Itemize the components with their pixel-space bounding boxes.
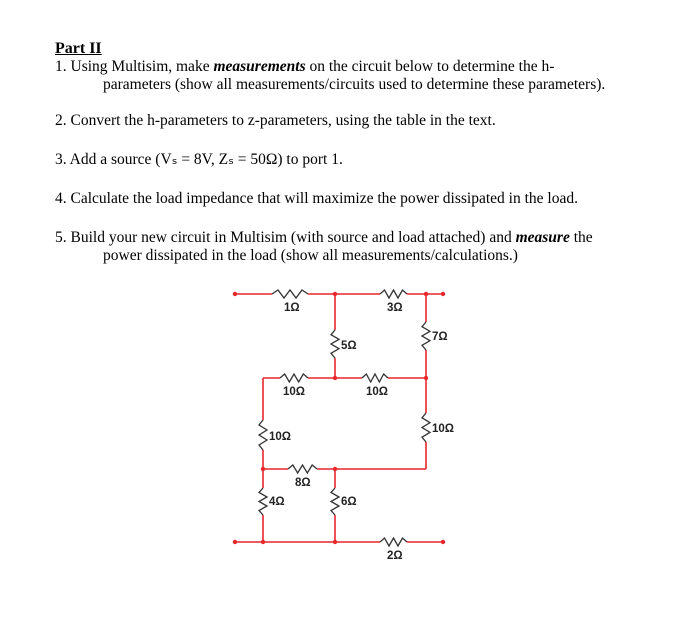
item-text: Add a source (Vₛ = 8V, Zₛ = 50Ω) to port 1. [69, 151, 343, 168]
resistor-label-r7: 7Ω [432, 331, 448, 343]
item-text: Convert the h-parameters to z-parameters, using the table in the text. [70, 112, 496, 129]
terminal-node [333, 467, 337, 471]
terminal-node [233, 292, 237, 296]
resistor-r10a [280, 374, 308, 382]
resistor-r4 [259, 488, 267, 515]
item-text: on the circuit below to determine the h- [305, 58, 555, 75]
resistor-label-r2: 2Ω [387, 550, 403, 562]
resistor-label-r4: 4Ω [269, 496, 285, 508]
resistor-r7 [422, 322, 430, 350]
resistor-r6 [331, 488, 339, 515]
resistor-label-r5: 5Ω [341, 340, 357, 352]
emphasis-text: measure [515, 229, 570, 246]
resistor-label-r10d: 10Ω [269, 431, 292, 443]
resistor-label-r10b: 10Ω [366, 386, 389, 398]
resistor-r1 [272, 290, 308, 298]
item-text: the [569, 229, 593, 246]
resistor-r3 [380, 290, 407, 298]
resistor-label-r6: 6Ω [341, 496, 357, 508]
resistor-label-r8: 8Ω [295, 477, 311, 489]
emphasis-text: measurements [213, 58, 306, 75]
item-5-continued: power dissipated in the load (show all measurements/calculations.) [103, 247, 518, 264]
resistor-label-r10c: 10Ω [432, 423, 455, 435]
item-number: 2. [55, 112, 67, 129]
resistor-r10c [422, 413, 430, 442]
terminal-node [441, 292, 445, 296]
item-1-continued: parameters (show all measurements/circuits used to determine these parameters). [103, 76, 606, 93]
item-number: 1. [55, 58, 67, 75]
terminal-node [261, 467, 265, 471]
item-text: Using Multisim, make [70, 58, 214, 75]
terminal-node [333, 540, 337, 544]
item-number: 3. [55, 151, 67, 168]
terminal-node [261, 540, 265, 544]
section-title: Part II [55, 40, 102, 57]
resistor-r10d [259, 420, 267, 450]
item-text: Build your new circuit in Multisim (with source and load attached) and [70, 229, 516, 246]
item-number: 4. [55, 190, 67, 207]
terminal-node [333, 376, 337, 380]
item-text: Calculate the load impedance that will maximize the power dissipated in the load. [70, 190, 578, 207]
resistor-r5 [331, 330, 339, 358]
resistor-r10b [362, 374, 388, 382]
terminal-node [441, 540, 445, 544]
item-number: 5. [55, 229, 67, 246]
resistor-label-r3: 3Ω [387, 302, 403, 314]
terminal-node [424, 376, 428, 380]
terminal-node [233, 540, 237, 544]
resistor-r2 [380, 538, 407, 546]
resistor-label-r1: 1Ω [284, 302, 300, 314]
resistor-r8 [288, 465, 317, 473]
terminal-node [333, 292, 337, 296]
terminal-node [424, 292, 428, 296]
resistor-label-r10a: 10Ω [283, 386, 306, 398]
